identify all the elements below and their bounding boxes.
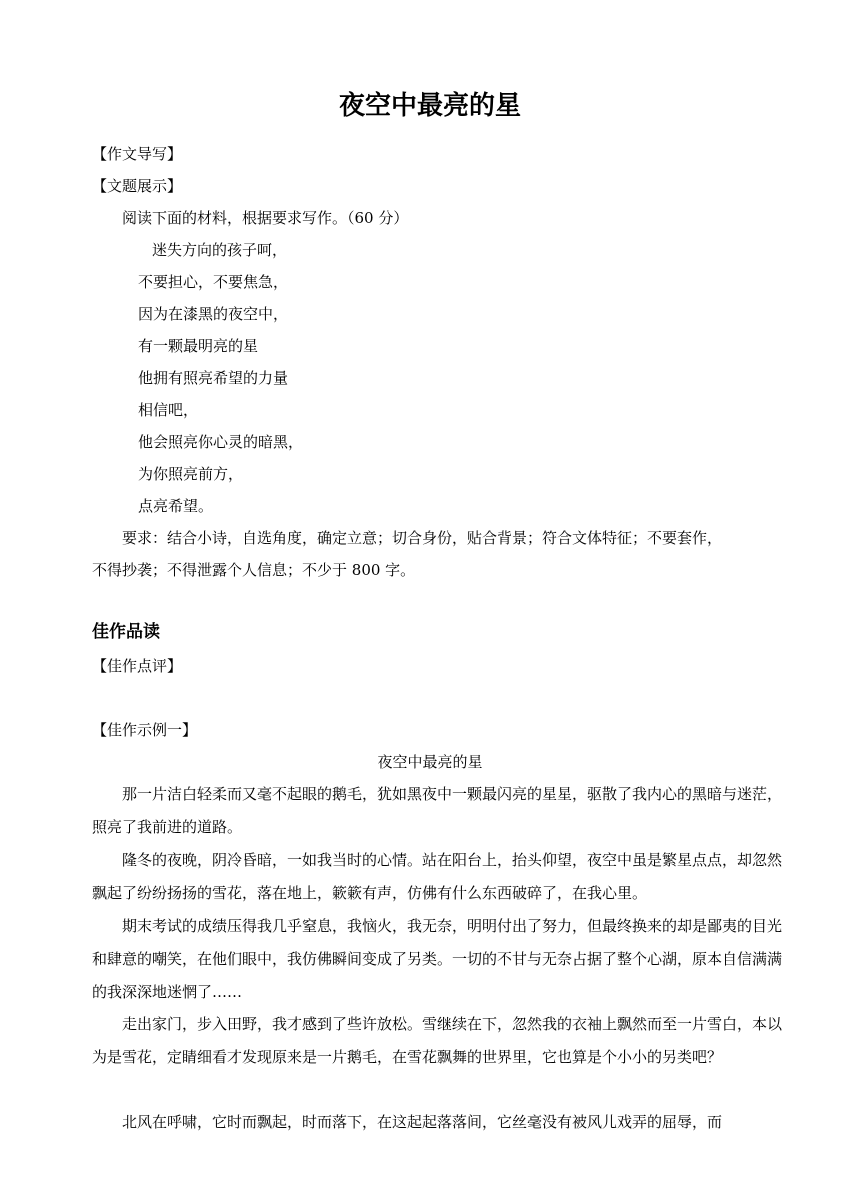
requirement-text-cont: 不得抄袭；不得泄露个人信息；不少于 800 字。 (92, 561, 416, 579)
poem-line: 不要担心，不要焦急， (138, 273, 289, 291)
poem-line: 因为在漆黑的夜空中， (138, 305, 289, 323)
section-review-label: 【佳作点评】 (92, 657, 183, 675)
section-prompt-label: 【文题展示】 (92, 177, 183, 195)
essay-title: 夜空中最亮的星 (377, 753, 483, 771)
poem-line: 为你照亮前方， (138, 465, 244, 483)
requirement-text: 要求：结合小诗，自选角度，确定立意；切合身份，贴合背景；符合文体特征；不要套作， (122, 529, 723, 547)
page-title: 夜空中最亮的星 (338, 91, 521, 121)
section-guide-label: 【作文导写】 (92, 145, 183, 163)
poem-line: 他拥有照亮希望的力量 (138, 369, 289, 387)
poem-line: 迷失方向的孩子呵， (152, 241, 288, 259)
poem-line: 有一颗最明亮的星 (138, 337, 259, 355)
instruction-text: 阅读下面的材料，根据要求写作。（60 分） (122, 209, 409, 227)
essay-paragraph: 期末考试的成绩压得我几乎窒息，我恼火，我无奈，明明付出了努力，但最终换来的却是鄙夷的目光和肆意的嘲笑，在他们眼中，我仿佛瞬间变成了另类。一切的不甘与无奈占据了整个心湖，原本自信满满的我深深地迷惘了…… (92, 917, 783, 1001)
essay-paragraph: 隆冬的夜晚，阴冷昏暗，一如我当时的心情。站在阳台上，抬头仰望，夜空中虽是繁星点点，却忽然飘起了纷纷扬扬的雪花，落在地上，簌簌有声，仿佛有什么东西破碎了，在我心里。 (92, 851, 783, 902)
essay-paragraph: 那一片洁白轻柔而又毫不起眼的鹅毛，犹如黑夜中一颗最闪亮的星星，驱散了我内心的黑暗与迷茫，照亮了我前进的道路。 (92, 785, 783, 836)
essay-paragraph: 走出家门，步入田野，我才感到了些许放松。雪继续在下，忽然我的衣袖上飘然而至一片雪白，本以为是雪花，定睛细看才发现原来是一片鹅毛，在雪花飘舞的世界里，它也算是个小小的另类吧？ (92, 1015, 783, 1066)
poem-line: 点亮希望。 (138, 497, 214, 515)
section-example-label: 【佳作示例一】 (92, 721, 198, 739)
poem-line: 他会照亮你心灵的暗黑， (138, 433, 304, 451)
section-reading-heading: 佳作品读 (92, 622, 160, 642)
poem-line: 相信吧， (138, 401, 199, 419)
essay-paragraph: 北风在呼啸，它时而飘起，时而落下，在这起起落落间，它丝毫没有被风儿戏弄的屈辱，而 (122, 1113, 723, 1131)
